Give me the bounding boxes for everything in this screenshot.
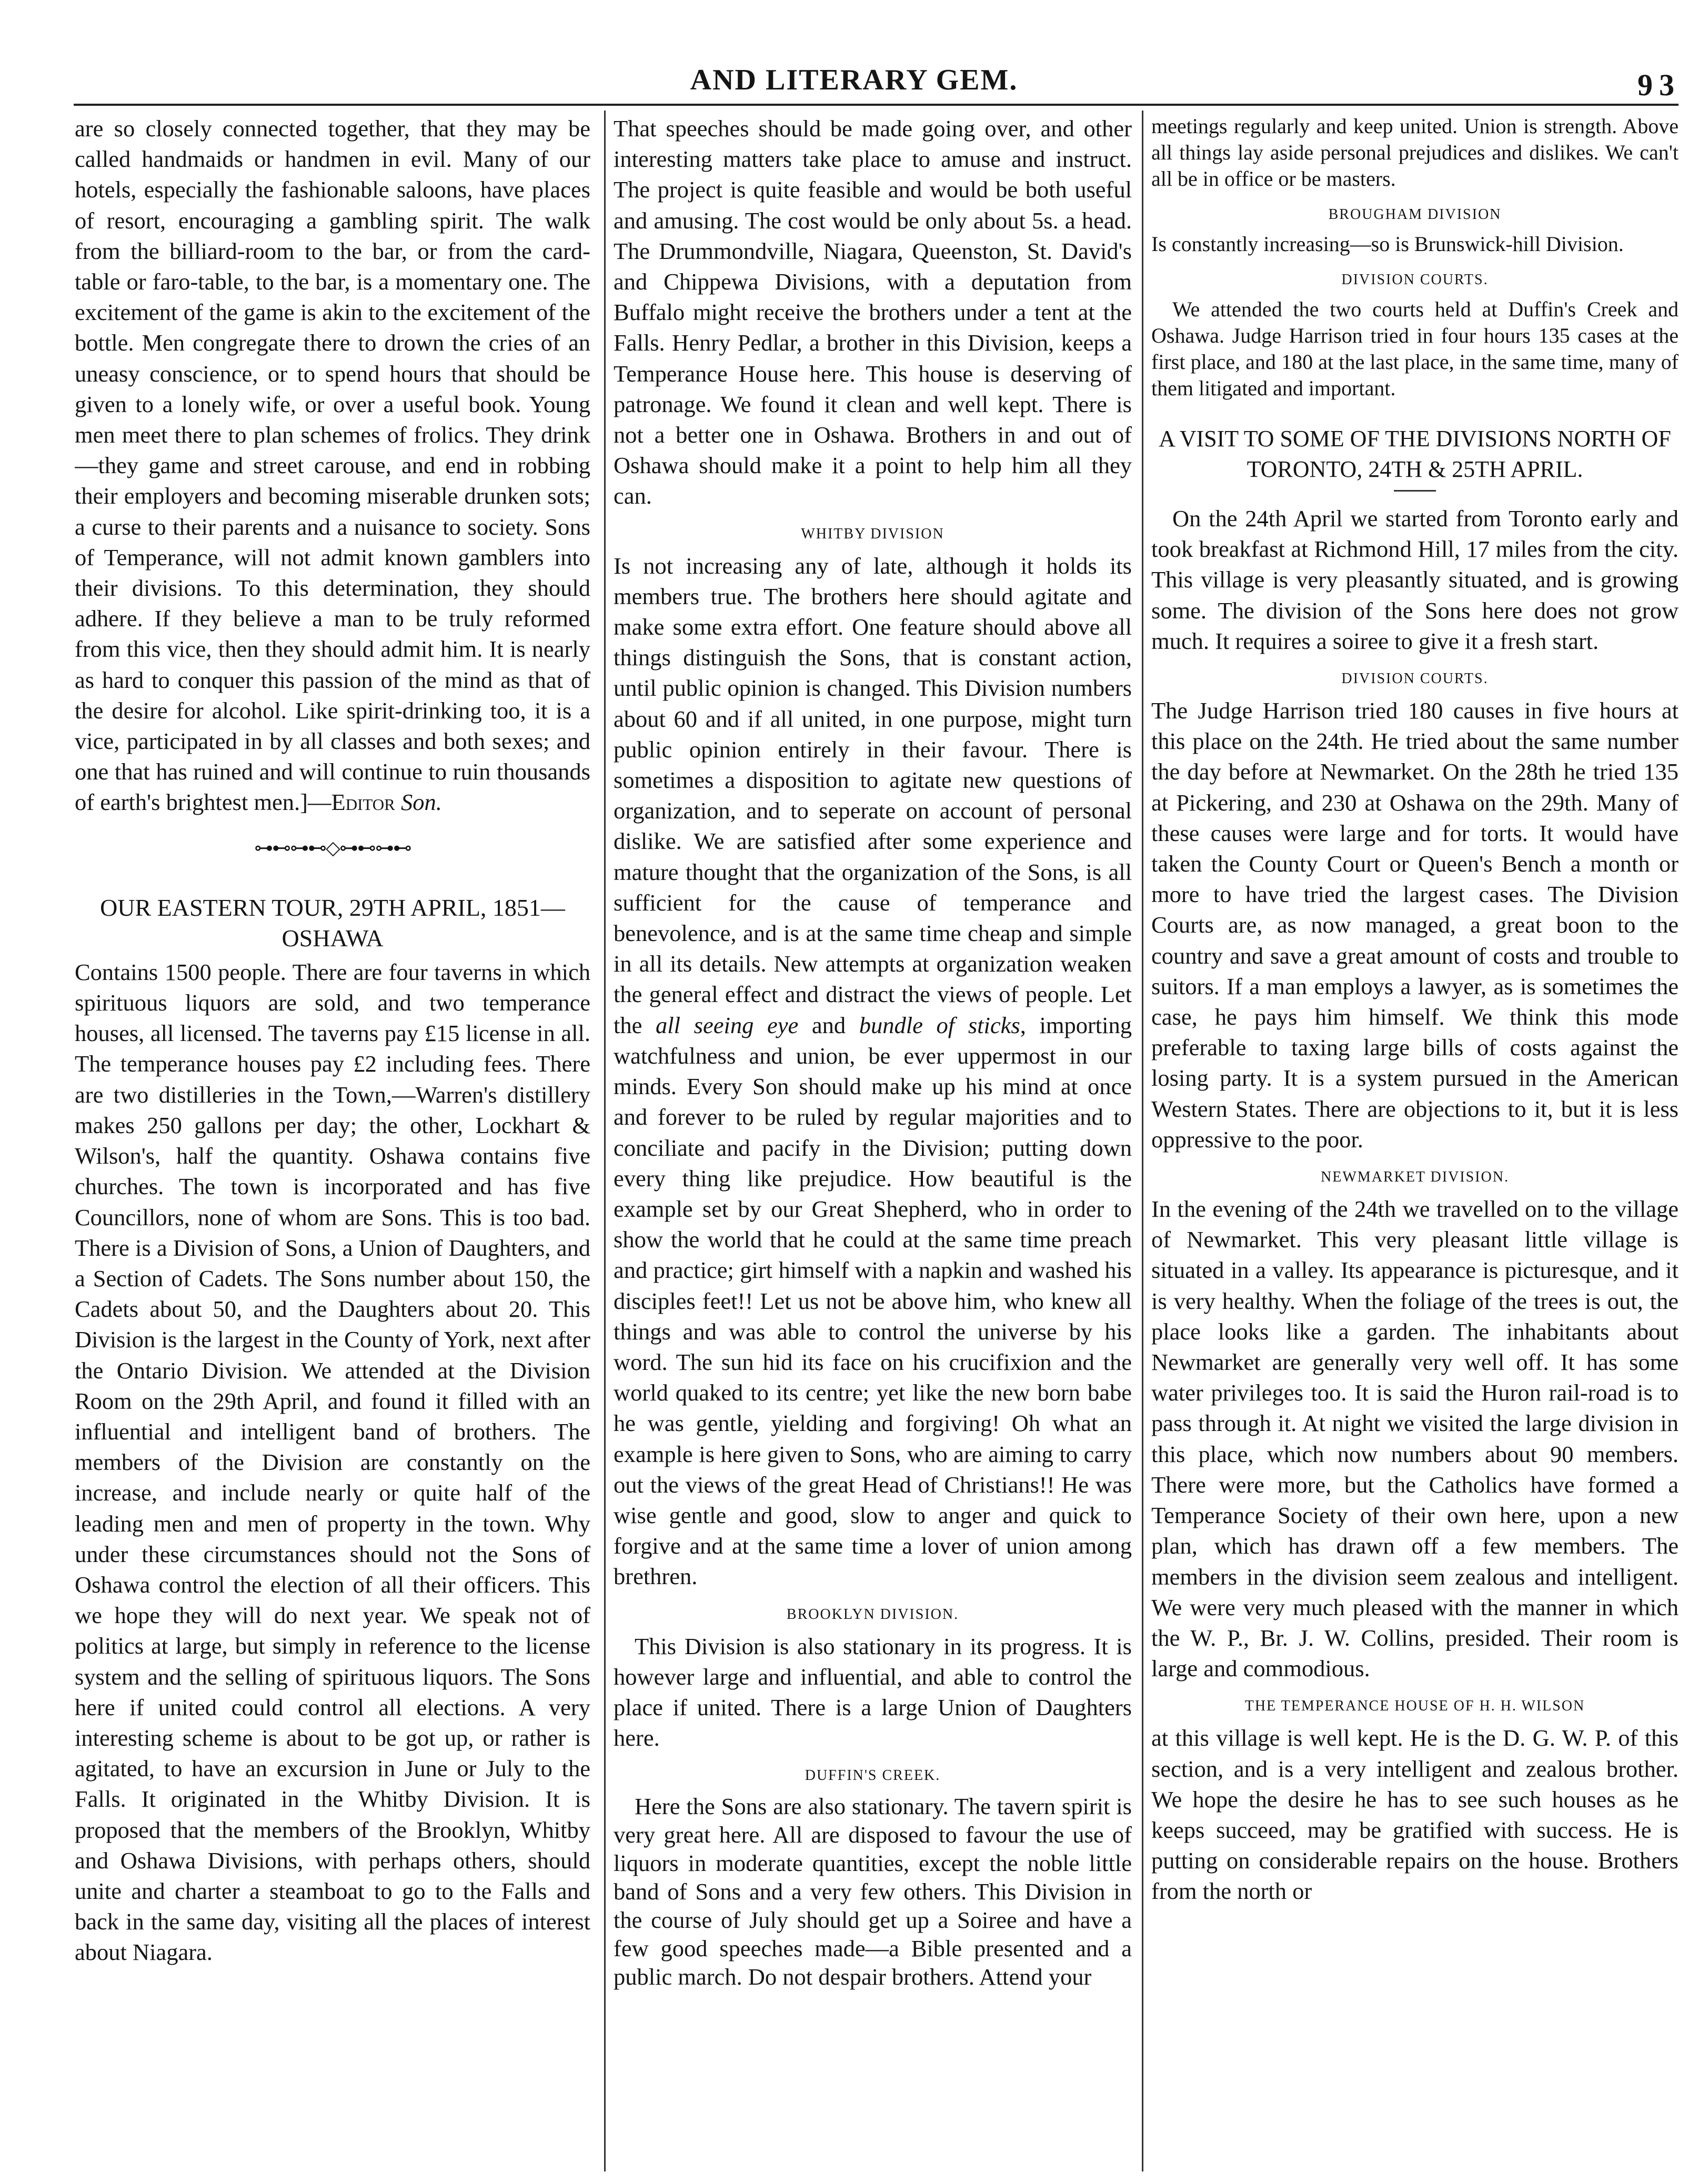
running-head: AND LITERARY GEM. bbox=[690, 64, 1018, 96]
article-paragraph: meetings regularly and keep united. Union is strength. Above all things lay aside personal prejudices and dislikes. We can't all be in office or be masters. bbox=[1151, 114, 1679, 191]
subheading-duffins-creek: DUFFIN'S CREEK. bbox=[805, 1767, 941, 1784]
article-paragraph: This Division is also stationary in its progress. It is however large and influential, and able to control the place if united. There is a large Union of Daughters here. bbox=[614, 1633, 1132, 1751]
subheading-newmarket: NEWMARKET DIVISION. bbox=[1321, 1169, 1509, 1186]
spacer bbox=[1151, 402, 1679, 414]
paragraph-text: and bbox=[798, 1012, 859, 1038]
section-heading: A VISIT TO SOME OF THE DIVISIONS NORTH OF TORONTO, 24TH & 25TH APRIL. bbox=[1159, 426, 1671, 482]
article-paragraph bbox=[75, 113, 590, 818]
ornament-divider: ⊶⊷⊶⊷◇⊶⊷⊶⊷ bbox=[254, 837, 411, 858]
subheading-brougham: BROUGHAM DIVISION bbox=[1328, 206, 1502, 223]
article-paragraph: Is constantly increasing—so is Brunswick-hill Division. bbox=[1151, 232, 1624, 256]
subheading-division-courts: DIVISION COURTS. bbox=[1341, 272, 1489, 288]
column-middle bbox=[614, 113, 1132, 2169]
column-right bbox=[1151, 113, 1679, 2169]
article-paragraph: On the 24th April we started from Toronto early and took breakfast at Richmond Hill, 17 miles from the city. This village is very pleasantly situated, and is growing some. The division of the Sons here does not grow much. It requires a soiree to give it a fresh start. bbox=[1151, 505, 1679, 654]
section-heading: OUR EASTERN TOUR, 29TH APRIL, 1851— OSHAWA bbox=[100, 894, 565, 952]
page-number: 93 bbox=[1637, 68, 1681, 102]
paragraph-text: are so closely connected together, that they may be called handmaids or handmen in evil. Many of our hotels, especially the fashionable saloons, have places of resort, encouraging a gambling spirit. The walk from the billiard-room to the bar, or from the card-table or faro-table, to the bar, is a momentary one. The excitement of the game is akin to the excitement of the bottle. Men congregate there to drown the cries of an uneasy conscience, or to spend hours that should be given to a lonely wife, or over a useful book. Young men meet there to plan schemes of frolics. They drink—they game and street carouse, and end in robbing their employers and becoming miserable drunken sots; a curse to their parents and a nuisance to society. Sons of Temperance, will not admit known gamblers into their divisions. To this determination, they should adhere. If they believe a man to be truly reformed from this vice, then they should admit him. It is nearly as hard to conquer this passion of the mind as that of the desire for alcohol. Like spirit-drinking too, it is a vice, participated in by all classes and both sexes; and one that has ruined and will continue to ruin thousands of earth's brightest men.]— bbox=[75, 115, 590, 816]
column-left bbox=[75, 113, 590, 2169]
article-paragraph: at this village is well kept. He is the D. G. W. P. of this section, and is a very intelligent and zealous brother. We hope the desire he has to see such houses as he keeps succeed, may be gratified with success. He is putting on considerable repairs on the house. Brothers from the north or bbox=[1151, 1725, 1679, 1905]
emphasis-text: all seeing eye bbox=[656, 1012, 799, 1038]
editor-signature-source: Son. bbox=[400, 789, 442, 816]
emphasis-text: bundle of sticks bbox=[859, 1012, 1020, 1038]
article-paragraph bbox=[614, 550, 1132, 1592]
subheading-brooklyn: BROOKLYN DIVISION. bbox=[786, 1606, 959, 1623]
article-paragraph: Here the Sons are also stationary. The tavern spirit is very great here. All are disposed to favour the use of liquors in moderate quantities, except the noble little band of Sons and a very few others. This Division in the course of July should get up a Soiree and have a few good speeches made—a Bible presented and a public march. Do not despair brothers. Attend your bbox=[614, 1793, 1132, 1990]
editor-signature: Editor bbox=[331, 789, 395, 816]
subheading-whitby: WHITBY DIVISION bbox=[801, 525, 945, 542]
article-paragraph: We attended the two courts held at Duffin's Creek and Oshawa. Judge Harrison tried in four hours 135 cases at the first place, and 180 at the last place, in the same time, many of them litigated and important. bbox=[1151, 297, 1679, 400]
subheading-wilson-house: THE TEMPERANCE HOUSE OF H. H. WILSON bbox=[1244, 1698, 1585, 1715]
paragraph-text: Is not increasing any of late, although it holds its members true. The brothers here should agitate and make some extra effort. One feature should above all things distinguish the Sons, that is constant action, until public opinion is changed. This Division numbers about 60 and if all united, in one purpose, might turn public opinion entirely in their favour. There is sometimes a disposition to agitate new questions of organization, and to seperate on account of personal dislike. We are satisfied after some experience and mature thought that the organization of the Sons, is all sufficient for the cause of temperance and benevolence, and is at the same time cheap and simple in all its details. New attempts at organization weaken the general effect and distract the views of people. Let the bbox=[614, 552, 1132, 1038]
column-divider bbox=[604, 111, 606, 2171]
article-paragraph: That speeches should be made going over, and other interesting matters take place to amuse and instruct. The project is quite feasible and would be both useful and amusing. The cost would be only about 5s. a head. The Drummondville, Niagara, Queenston, St. David's and Chippewa Divisions, with a deputation from Buffalo might receive the brothers under a tent at the Falls. Henry Pedlar, a brother in this Division, keeps a Temperance House here. This house is deserving of patronage. We found it clean and well kept. There is not a better one in Oshawa. Brothers in and out of Oshawa should make it a point to help him all they can. bbox=[614, 115, 1132, 509]
short-rule bbox=[1394, 490, 1436, 492]
page-header bbox=[0, 0, 1708, 105]
subheading-division-courts: DIVISION COURTS. bbox=[1341, 670, 1489, 687]
column-divider bbox=[1142, 111, 1143, 2171]
header-rule bbox=[74, 104, 1679, 106]
article-paragraph: Contains 1500 people. There are four taverns in which spirituous liquors are sold, and two temperance houses, all licensed. The taverns pay £15 license in all. The temperance houses pay £2 including fees. There are two distilleries in the Town,—Warren's distillery makes 250 gallons per day; the other, Lockhart & Wilson's, half the quantity. Oshawa contains five churches. The town is incorporated and has five Councillors, none of whom are Sons. This is too bad. There is a Division of Sons, a Union of Daughters, and a Section of Cadets. The Sons number about 150, the Cadets about 50, and the Daughters about 20. This Division is the largest in the County of York, next after the Ontario Division. We attended at the Division Room on the 29th April, and found it filled with an influential and intelligent band of brothers. The members of the Division are constantly on the increase, and include nearly or quite half of the leading men and men of property in the town. Why under these circumstances should not the Sons of Oshawa control the election of all their officers. This we hope they will do next year. We speak not of politics at large, but simply in reference to the license system and the selling of spirituous liquors. The Sons here if united could control all elections. A very interesting scheme is about to be got up, or rather is agitated, to have an excursion in June or July to the Falls. It originated in the Whitby Division. It is proposed that the members of the Brooklyn, Whitby and Oshawa Divisions, with perhaps others, should unite and charter a steamboat to go to the Falls and back in the same day, visiting all the places of interest about Niagara. bbox=[75, 958, 590, 1966]
paragraph-text: , importing watchfulness and union, be ever uppermost in our minds. Every Son should make up his mind at once and forever to be ruled by regular majorities and to conciliate and pacify in the Division; putting down every thing like prejudice. How beautiful is the example set by our Great Shepherd, who in order to show the world that he could at the same time preach and practice; girt himself with a napkin and washed his disciples feet!! Let us not be above him, who knew all things and was able to control the universe by his word. The sun hid its face on his crucifixion and the world quaked to its centre; yet like the new born babe he was gentle, yielding and forgiving! Oh what an example is here given to Sons, who are aiming to carry out the views of the great Head of Christians!! He was wise gentle and good, slow to anger and quick to forgive and at the same time a lover of union among brethren. bbox=[614, 1012, 1132, 1590]
article-paragraph: In the evening of the 24th we travelled on to the village of Newmarket. This very pleasant little village is situated in a valley. Its appearance is picturesque, and it is very healthy. When the foliage of the trees is out, the place looks like a garden. The inhabitants about Newmarket are generally very well off. It has some water privileges too. It is said the Huron rail-road is to pass through it. At night we visited the large division in this place, which now numbers about 90 members. There were more, but the Catholics have formed a Temperance Society of their own here, upon a new plan, which has drawn off a few members. The members in the division seem zealous and intelligent. We were very much pleased with the manner in which the W. P., Br. J. W. Collins, presided. Their room is large and commodious. bbox=[1151, 1196, 1679, 1682]
article-paragraph: The Judge Harrison tried 180 causes in five hours at this place on the 24th. He tried about the same number the day before at Newmarket. On the 28th he tried 135 at Pickering, and 230 at Oshawa on the 29th. Many of these causes were large and for torts. It would have taken the County Court or Queen's Bench a month or more to have tried the largest cases. The Division Courts are, as now managed, a great boon to the country and save a great amount of costs and trouble to suitors. If a man employs a lawyer, as is sometimes the case, he pays him himself. We think this mode preferable to taxing large bills of costs against the losing party. It is a system pursued in the American Western States. There are objections to it, but it is less oppressive to the poor. bbox=[1151, 697, 1679, 1153]
